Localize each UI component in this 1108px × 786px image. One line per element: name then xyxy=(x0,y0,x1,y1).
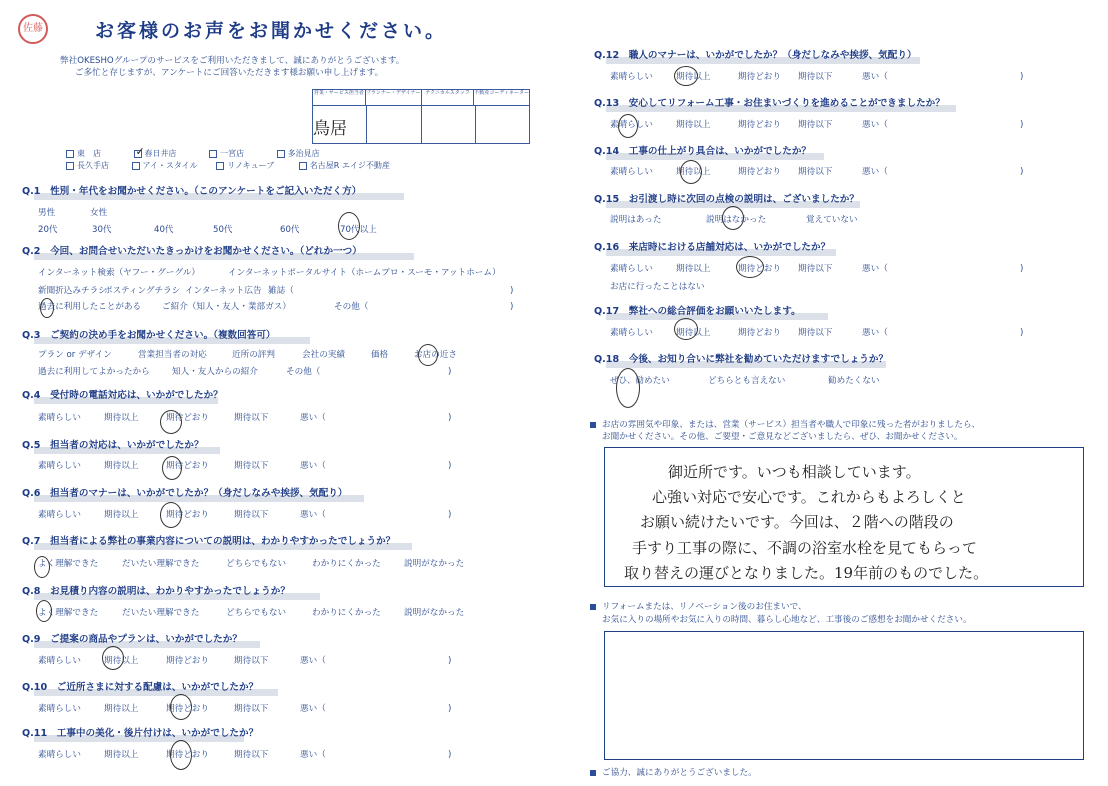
right-q0-option-0-0[interactable]: 素晴らしい xyxy=(610,72,653,82)
store-renocube[interactable]: リノキューブ xyxy=(216,161,274,170)
left-q0-option-1-1[interactable]: 30代 xyxy=(92,225,112,235)
right-q4-option-0-0[interactable]: 素晴らしい xyxy=(610,264,653,274)
left-q1-option-1-3[interactable]: 雑誌（ xyxy=(268,286,294,296)
comment1-hand-line-1: 御近所です。いつも相談しています。 xyxy=(668,463,921,481)
left-q2-option-1-3: ) xyxy=(448,367,452,377)
answer-mark-q9 xyxy=(102,646,124,670)
answer-mark-q18 xyxy=(616,368,640,408)
left-q2-option-0-0[interactable]: プラン or デザイン xyxy=(38,350,112,360)
left-q1-option-0-1[interactable]: インターネットポータルサイト（ホームプロ・スーモ・アットホーム） xyxy=(228,268,501,278)
answer-mark-q17 xyxy=(674,318,698,340)
left-q3-option-0-0[interactable]: 素晴らしい xyxy=(38,413,81,423)
right-question-1: Q.13 安心してリフォーム工事・お住まいづくりを進めることができましたか？ xyxy=(594,98,945,109)
staff-name: 鳥居 xyxy=(313,119,347,139)
left-q1-option-1-0[interactable]: 新聞折込みチラシ xyxy=(38,286,107,296)
left-q1-option-2-0[interactable]: 過去に利用したことがある xyxy=(38,302,142,312)
left-q8-option-0-4[interactable]: 悪い（ xyxy=(300,656,326,666)
intro-line-1: 弊社OKESHOグループのサービスをご利用いただきまして、誠にありがとうございます。 xyxy=(60,56,405,66)
staff-table xyxy=(312,89,530,144)
store-nagoya-r[interactable]: 名古屋R エイジ不動産 xyxy=(299,161,390,170)
left-q4-option-0-2[interactable]: 期待どおり xyxy=(166,461,209,471)
right-q0-option-0-5: ) xyxy=(1020,72,1024,82)
left-q1-option-2-2[interactable]: その他（ xyxy=(334,302,369,312)
right-q5-option-0-5: ) xyxy=(1020,328,1024,338)
answer-mark-q11 xyxy=(170,740,192,770)
store-row-1 xyxy=(66,144,320,159)
answer-mark-q3 xyxy=(418,344,438,366)
left-question-7: Q.8 お見積り内容の説明は、わかりやすかったでしょうか？ xyxy=(22,586,290,597)
right-q3-option-0-2[interactable]: 覚えていない xyxy=(806,215,858,225)
left-q4-option-0-4[interactable]: 悪い（ xyxy=(300,461,326,471)
left-q1-option-0-0[interactable]: インターネット検索（ヤフー・グーグル） xyxy=(38,268,200,278)
left-q1-option-1-2[interactable]: インターネット広告 xyxy=(185,286,262,296)
answer-mark-q15 xyxy=(722,206,744,230)
left-q2-option-0-5[interactable]: お店の近さ xyxy=(414,350,457,360)
left-q10-option-0-0[interactable]: 素晴らしい xyxy=(38,750,81,760)
right-q2-option-0-2[interactable]: 期待どおり xyxy=(738,167,781,177)
store-nagakute[interactable]: 長久手店 xyxy=(66,161,109,170)
right-q5-option-0-0[interactable]: 素晴らしい xyxy=(610,328,653,338)
left-q1-option-2-3: ) xyxy=(510,302,514,312)
left-q10-option-0-5: ) xyxy=(448,750,452,760)
right-question-6: Q.18 今後、お知り合いに弊社を勧めていただけますでしょうか？ xyxy=(594,354,889,365)
left-q6-option-0-3[interactable]: わかりにくかった xyxy=(312,559,381,569)
left-q2-option-1-0[interactable]: 過去に利用してよかったから xyxy=(38,367,150,377)
left-q6-option-0-2[interactable]: どちらでもない xyxy=(226,559,287,569)
left-q1-option-1-1[interactable]: ポスティングチラシ xyxy=(104,286,181,296)
right-q2-option-0-3[interactable]: 期待以下 xyxy=(798,167,833,177)
left-question-6: Q.7 担当者による弊社の事業内容についての説明は、わかりやすかったでしょうか？ xyxy=(22,536,396,547)
comment1-hand-line-5: 取り替えの運びとなりました。19年前のものでした。 xyxy=(624,564,989,582)
answer-mark-q7 xyxy=(34,556,50,578)
right-q2-option-0-4[interactable]: 悪い（ xyxy=(862,167,888,177)
left-q0-option-1-3[interactable]: 50代 xyxy=(213,225,233,235)
left-q7-option-0-2[interactable]: どちらでもない xyxy=(226,608,287,618)
comment1-hand-line-4: 手すり工事の際に、不調の浴室水栓を見てもらって xyxy=(632,539,978,557)
right-question-0: Q.12 職人のマナーは、いかがでしたか？（身だしなみや挨拶、気配り） xyxy=(594,50,917,61)
left-q10-option-0-1[interactable]: 期待以上 xyxy=(104,750,139,760)
left-q8-option-0-2[interactable]: 期待どおり xyxy=(166,656,209,666)
left-q4-option-0-0[interactable]: 素晴らしい xyxy=(38,461,81,471)
staff-header-technical: テクニカルスタッフ xyxy=(422,90,475,105)
right-question-2: Q.14 工事の仕上がり具合は、いかがでしたか？ xyxy=(594,146,812,157)
staff-header-realestate: 不動産コーディネーター xyxy=(474,90,530,96)
answer-mark-q16 xyxy=(736,256,764,278)
left-q1-option-1-4: ) xyxy=(510,286,514,296)
left-q5-option-0-2[interactable]: 期待どおり xyxy=(166,510,209,520)
answer-mark-q13 xyxy=(618,114,638,138)
page-title: お客様のお声をお聞かせください。 xyxy=(95,20,448,42)
left-q2-option-1-2[interactable]: その他（ xyxy=(286,367,321,377)
left-question-10: Q.11 工事中の美化・後片付けは、いかがでしたか？ xyxy=(22,728,259,739)
right-q0-option-0-1[interactable]: 期待以上 xyxy=(676,72,711,82)
left-q7-option-0-4[interactable]: 説明がなかった xyxy=(404,608,465,618)
left-q5-option-0-5: ) xyxy=(448,510,452,520)
store-kasugai[interactable]: ✓ 春日井店 xyxy=(135,144,177,158)
left-question-8: Q.9 ご提案の商品やプランは、いかがでしたか？ xyxy=(22,634,242,645)
left-q2-option-0-2[interactable]: 近所の評判 xyxy=(232,350,275,360)
left-q9-option-0-0[interactable]: 素晴らしい xyxy=(38,704,81,714)
left-q0-option-0-0[interactable]: 男性 xyxy=(38,208,56,218)
left-q9-option-0-1[interactable]: 期待以上 xyxy=(104,704,139,714)
right-q5-option-0-2[interactable]: 期待どおり xyxy=(738,328,781,338)
stamp-seal: 佐藤 xyxy=(18,14,48,44)
left-q3-option-0-4[interactable]: 悪い（ xyxy=(300,413,326,423)
right-q6-option-0-2[interactable]: 勧めたくない xyxy=(828,376,880,386)
comment2-label-2: お気に入りの場所やお気に入りの時間、暮らし心地など、工事後のご感想をお聞かせください。 xyxy=(602,615,972,625)
left-q8-option-0-0[interactable]: 素晴らしい xyxy=(38,656,81,666)
right-q5-option-0-3[interactable]: 期待以下 xyxy=(798,328,833,338)
right-q5-option-0-4[interactable]: 悪い（ xyxy=(862,328,888,338)
left-q0-option-1-0[interactable]: 20代 xyxy=(38,225,58,235)
right-q6-option-0-1[interactable]: どちらとも言えない xyxy=(708,376,786,386)
left-q10-option-0-2[interactable]: 期待どおり xyxy=(166,750,209,760)
right-question-3: Q.15 お引渡し時に次回の点検の説明は、ございましたか？ xyxy=(594,194,859,205)
left-q5-option-0-3[interactable]: 期待以下 xyxy=(234,510,269,520)
right-q2-option-0-1[interactable]: 期待以上 xyxy=(676,167,711,177)
left-q6-option-0-4[interactable]: 説明がなかった xyxy=(404,559,465,569)
staff-header-planner: プランナー・デザイナー xyxy=(366,90,422,105)
left-question-0: Q.1 性別・年代をお聞かせください。（このアンケートをご記入いただく方） xyxy=(22,186,362,197)
right-q2-option-0-5: ) xyxy=(1020,167,1024,177)
right-question-4: Q.16 来店時における店舗対応は、いかがでしたか？ xyxy=(594,242,831,253)
left-q3-option-0-5: ) xyxy=(448,413,452,423)
left-q0-option-1-2[interactable]: 40代 xyxy=(154,225,174,235)
left-q4-option-0-3[interactable]: 期待以下 xyxy=(234,461,269,471)
left-question-9: Q.10 ご近所さまに対する配慮は、いかがでしたか？ xyxy=(22,682,259,693)
footer-thanks: ご協力、誠にありがとうございました。 xyxy=(590,768,757,779)
left-q4-option-0-1[interactable]: 期待以上 xyxy=(104,461,139,471)
left-q0-option-1-5[interactable]: 70代以上 xyxy=(340,225,377,235)
left-q4-option-0-5: ) xyxy=(448,461,452,471)
right-q5-option-0-1[interactable]: 期待以上 xyxy=(676,328,711,338)
answer-mark-q5 xyxy=(162,456,182,480)
right-q1-option-0-0[interactable]: 素晴らしい xyxy=(610,120,653,130)
staff-header-sales: 営業・サービス担当者 xyxy=(313,90,366,105)
comment2-box[interactable] xyxy=(604,631,1084,760)
right-q3-option-0-0[interactable]: 説明はあった xyxy=(610,215,662,225)
left-q3-option-0-2[interactable]: 期待どおり xyxy=(166,413,209,423)
comment1-hand-line-3: お願い続けたいです。今回は、２階への階段の xyxy=(640,513,954,531)
right-q4-option-0-5: ) xyxy=(1020,264,1024,274)
left-q5-option-0-1[interactable]: 期待以上 xyxy=(104,510,139,520)
left-q9-option-0-4[interactable]: 悪い（ xyxy=(300,704,326,714)
left-q7-option-0-1[interactable]: だいたい理解できた xyxy=(122,608,200,618)
answer-mark-q6 xyxy=(160,502,182,528)
comment1-label-1: お店の雰囲気や印象、または、営業（サービス）担当者や職人で印象に残った者がおりましたら、 xyxy=(590,420,980,431)
right-q1-option-0-3[interactable]: 期待以下 xyxy=(798,120,833,130)
comment1-hand-line-2: 心強い対応で安心です。これからもよろしくと xyxy=(652,488,966,506)
store-ichinomiya[interactable]: 一宮店 xyxy=(209,149,244,158)
store-tajimi[interactable]: 多治見店 xyxy=(277,149,320,158)
right-q4-option-0-3[interactable]: 期待以下 xyxy=(798,264,833,274)
answer-mark-q4 xyxy=(160,410,182,434)
store-istyle[interactable]: アイ・スタイル xyxy=(132,161,198,170)
intro-line-2: ご多忙と存じますが、アンケートにご回答いただきます様お願い申し上げます。 xyxy=(75,68,384,78)
left-q3-option-0-3[interactable]: 期待以下 xyxy=(234,413,269,423)
answer-mark-q14 xyxy=(680,160,702,184)
comment1-label-2: お聞かせください。その他、ご要望・ご意見などございましたら、ぜひ、お聞かせください。 xyxy=(602,432,963,442)
right-q2-option-0-0[interactable]: 素晴らしい xyxy=(610,167,653,177)
left-q8-option-0-1[interactable]: 期待以上 xyxy=(104,656,139,666)
right-q6-option-0-0[interactable]: ぜひ、勧めたい xyxy=(610,376,670,386)
answer-mark-q2 xyxy=(40,298,54,318)
left-q2-option-0-4[interactable]: 価格 xyxy=(371,350,389,360)
right-question-5: Q.17 弊社への総合評価をお願いいたします。 xyxy=(594,306,801,317)
left-q0-option-1-4[interactable]: 60代 xyxy=(280,225,300,235)
store-row-2 xyxy=(66,160,390,171)
comment2-label-1: リフォームまたは、リノベーション後のお住まいで、 xyxy=(590,602,807,613)
right-q4-option-0-1[interactable]: 期待以上 xyxy=(676,264,711,274)
left-q7-option-0-0[interactable]: よく理解できた xyxy=(38,608,99,618)
right-q0-option-0-3[interactable]: 期待以下 xyxy=(798,72,833,82)
left-q2-option-0-1[interactable]: 営業担当者の対応 xyxy=(138,350,207,360)
left-q5-option-0-0[interactable]: 素晴らしい xyxy=(38,510,81,520)
right-q1-option-0-5: ) xyxy=(1020,120,1024,130)
left-q10-option-0-3[interactable]: 期待以下 xyxy=(234,750,269,760)
left-q5-option-0-4[interactable]: 悪い（ xyxy=(300,510,326,520)
right-q4-option-1-0[interactable]: お店に行ったことはない xyxy=(610,282,705,292)
left-q0-option-0-1[interactable]: 女性 xyxy=(90,208,108,218)
left-q8-option-0-3[interactable]: 期待以下 xyxy=(234,656,269,666)
left-question-1: Q.2 今回、お問合せいただいたきっかけをお聞かせください。（どれか一つ） xyxy=(22,246,362,257)
left-q6-option-0-0[interactable]: よく理解できた xyxy=(38,559,99,569)
right-q1-option-0-2[interactable]: 期待どおり xyxy=(738,120,781,130)
left-q2-option-0-3[interactable]: 会社の実績 xyxy=(302,350,345,360)
right-q1-option-0-1[interactable]: 期待以上 xyxy=(676,120,711,130)
right-q4-option-0-2[interactable]: 期待どおり xyxy=(738,264,781,274)
answer-mark-q10 xyxy=(170,694,192,720)
answer-mark-q8 xyxy=(36,600,52,622)
right-q1-option-0-4[interactable]: 悪い（ xyxy=(862,120,888,130)
left-q9-option-0-5: ) xyxy=(448,704,452,714)
left-q3-option-0-1[interactable]: 期待以上 xyxy=(104,413,139,423)
answer-mark-q1 xyxy=(338,212,360,240)
left-q8-option-0-5: ) xyxy=(448,656,452,666)
left-question-5: Q.6 担当者のマナーは、いかがでしたか？（身だしなみや挨拶、気配り） xyxy=(22,488,348,499)
answer-mark-q12 xyxy=(674,66,698,86)
left-question-4: Q.5 担当者の対応は、いかがでしたか？ xyxy=(22,440,204,451)
left-q1-option-2-1[interactable]: ご紹介（知人・友人・業部ガス） xyxy=(162,302,291,312)
left-question-3: Q.4 受付時の電話対応は、いかがでしたか？ xyxy=(22,390,223,401)
right-q0-option-0-2[interactable]: 期待どおり xyxy=(738,72,781,82)
left-q9-option-0-3[interactable]: 期待以下 xyxy=(234,704,269,714)
right-q0-option-0-4[interactable]: 悪い（ xyxy=(862,72,888,82)
right-q4-option-0-4[interactable]: 悪い（ xyxy=(862,264,888,274)
left-q10-option-0-4[interactable]: 悪い（ xyxy=(300,750,326,760)
left-q2-option-1-1[interactable]: 知人・友人からの紹介 xyxy=(172,367,258,377)
left-q6-option-0-1[interactable]: だいたい理解できた xyxy=(122,559,200,569)
store-higashi[interactable]: 東 店 xyxy=(66,149,101,158)
left-q9-option-0-2[interactable]: 期待どおり xyxy=(166,704,209,714)
right-q3-option-0-1[interactable]: 説明はなかった xyxy=(706,215,767,225)
left-question-2: Q.3 ご契約の決め手をお聞かせください。（複数回答可） xyxy=(22,330,276,341)
left-q7-option-0-3[interactable]: わかりにくかった xyxy=(312,608,381,618)
